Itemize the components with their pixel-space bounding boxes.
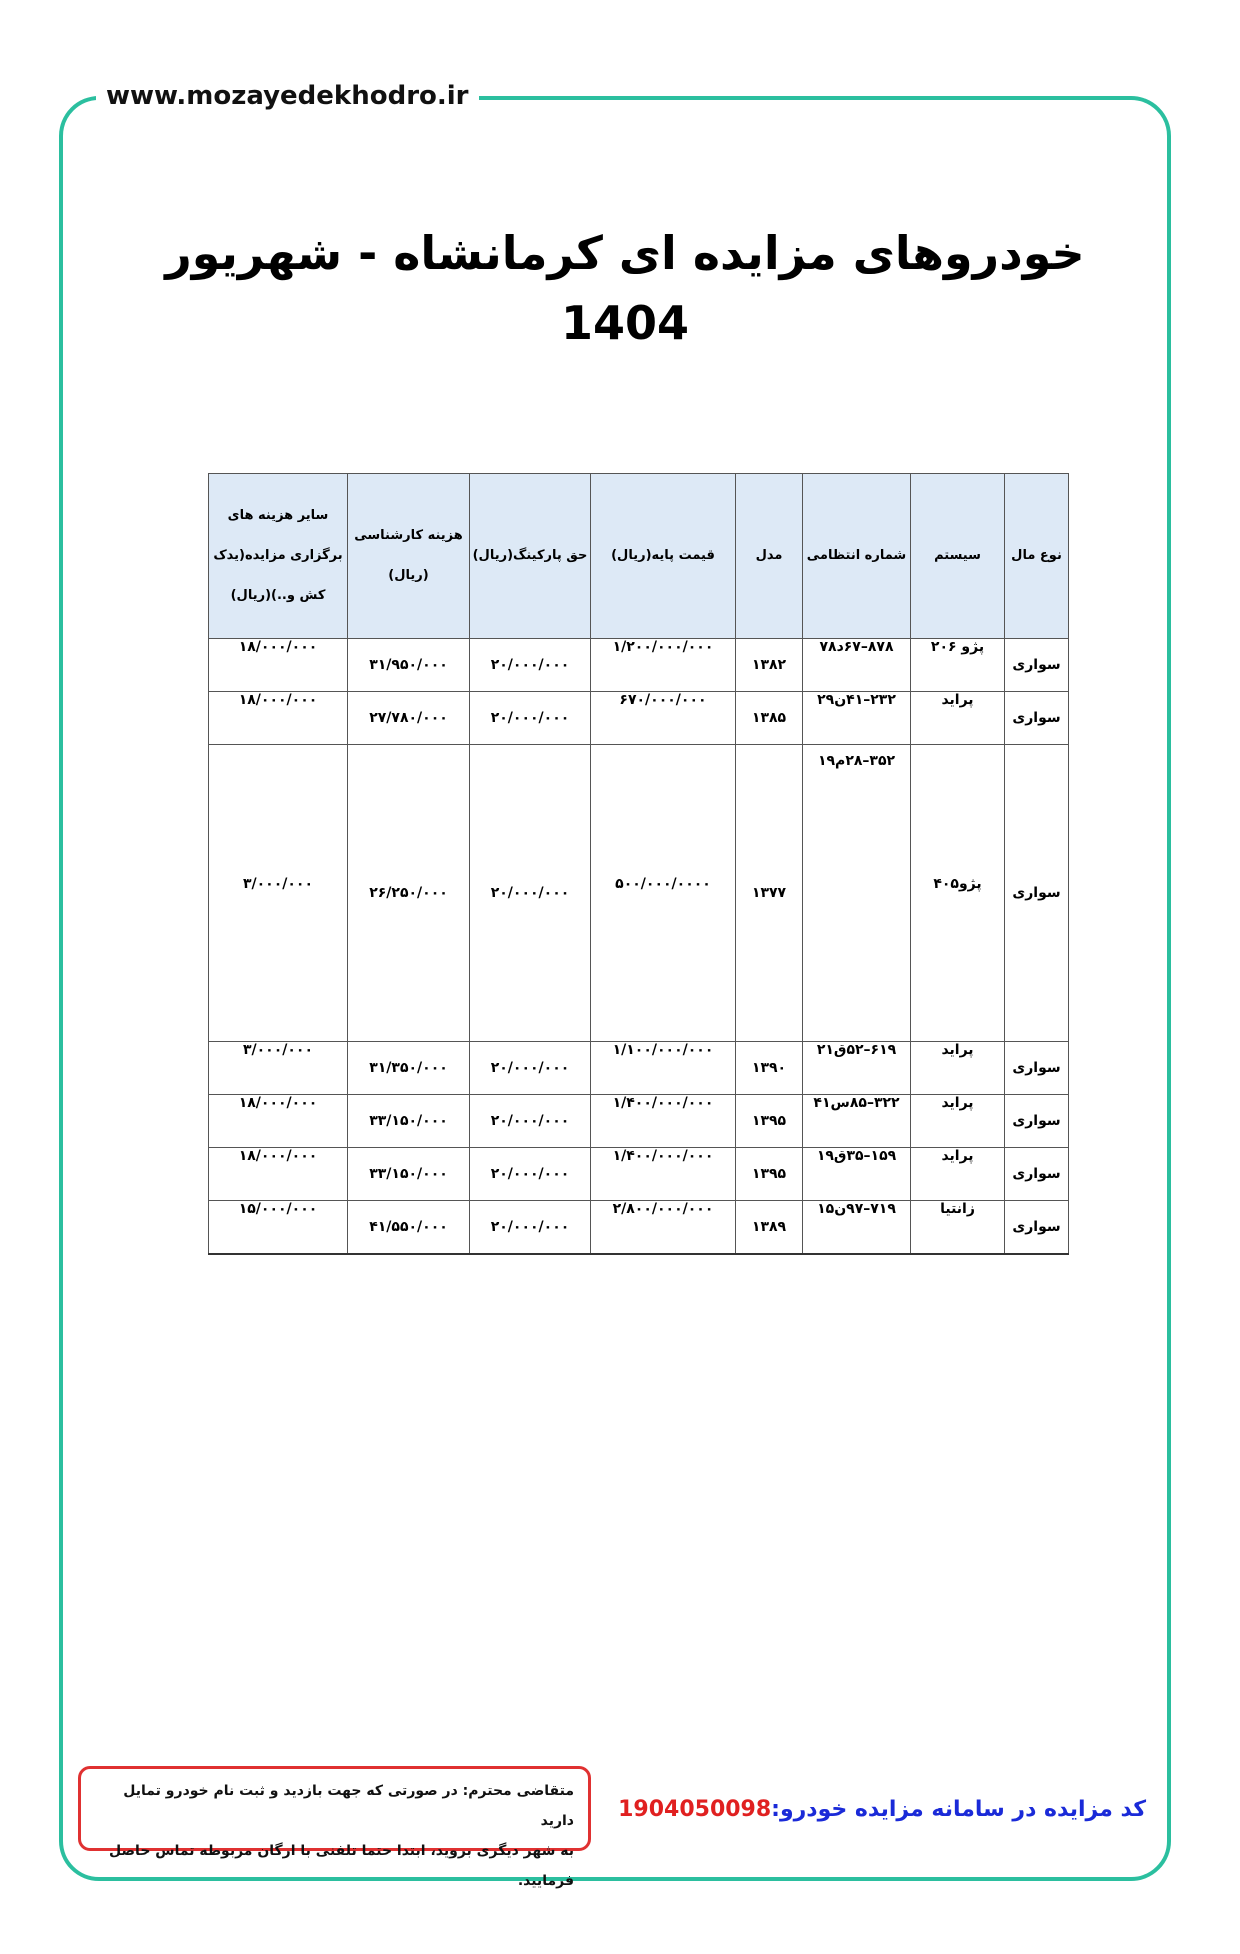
cell-model: ۱۳۸۵ [736, 692, 803, 745]
site-url[interactable]: www.mozayedekhodro.ir [96, 80, 479, 112]
cell-parking: ۲۰/۰۰۰/۰۰۰ [470, 639, 591, 692]
cell-system: پراید [911, 1148, 1005, 1201]
cell-base-price: ۱/۱۰۰/۰۰۰/۰۰۰ [591, 1042, 736, 1095]
notice-line-1: متقاضی محترم: در صورتی که جهت بازدید و ثبت نام خودرو تمایل دارید [123, 1783, 574, 1829]
cell-system: پژو ۲۰۶ [911, 639, 1005, 692]
notice-line-2: به شهر دیگری بروید، ابتدا حتما تلفنی با ارگان مربوطه تماس حاصل فرمایید. [109, 1843, 574, 1889]
cell-expert: ۳۱/۳۵۰/۰۰۰ [348, 1042, 470, 1095]
table-row [209, 745, 1069, 1042]
cell-base-price: ۱/۴۰۰/۰۰۰/۰۰۰ [591, 1148, 736, 1201]
cell-other: ۳/۰۰۰/۰۰۰ [209, 745, 348, 1042]
cell-plate: ۶۱۹–۵۲ق۲۱ [803, 1042, 911, 1095]
table-row [209, 1095, 1069, 1148]
cell-model: ۱۳۹۵ [736, 1148, 803, 1201]
cell-other: ۱۸/۰۰۰/۰۰۰ [209, 1095, 348, 1148]
cell-other: ۱۸/۰۰۰/۰۰۰ [209, 1148, 348, 1201]
table-row [209, 639, 1069, 692]
header-plate: شماره انتظامی [803, 474, 911, 639]
auction-code-value: 1904050098 [618, 1797, 772, 1822]
page-title: خودروهای مزایده ای کرمانشاه - شهریور 1404 [165, 226, 1085, 350]
cell-model: ۱۳۹۵ [736, 1095, 803, 1148]
cell-expert: ۴۱/۵۵۰/۰۰۰ [348, 1201, 470, 1255]
cell-system: زانتیا [911, 1201, 1005, 1255]
header-parking: حق پارکینگ(ریال) [470, 474, 591, 639]
table-row [209, 1201, 1069, 1255]
cell-plate: ۳۲۲–۸۵س۴۱ [803, 1095, 911, 1148]
cell-expert: ۳۱/۹۵۰/۰۰۰ [348, 639, 470, 692]
cell-base-price: ۱/۲۰۰/۰۰۰/۰۰۰ [591, 639, 736, 692]
table-header-row [209, 474, 1069, 639]
cell-type: سواری [1005, 1042, 1069, 1095]
cell-base-price: ۱/۴۰۰/۰۰۰/۰۰۰ [591, 1095, 736, 1148]
auction-code [618, 1790, 1146, 1830]
cell-parking: ۲۰/۰۰۰/۰۰۰ [470, 1042, 591, 1095]
cell-type: سواری [1005, 692, 1069, 745]
header-base-price: قیمت پایه(ریال) [591, 474, 736, 639]
cell-type: سواری [1005, 745, 1069, 1042]
cell-expert: ۳۳/۱۵۰/۰۰۰ [348, 1095, 470, 1148]
cell-system: پراید [911, 692, 1005, 745]
cell-plate: ۱۵۹–۳۵ق۱۹ [803, 1148, 911, 1201]
cell-base-price: ۶۷۰/۰۰۰/۰۰۰ [591, 692, 736, 745]
header-model: مدل [736, 474, 803, 639]
table-row [209, 1148, 1069, 1201]
cell-parking: ۲۰/۰۰۰/۰۰۰ [470, 692, 591, 745]
header-system: سیستم [911, 474, 1005, 639]
cell-model: ۱۳۷۷ [736, 745, 803, 1042]
cell-type: سواری [1005, 1095, 1069, 1148]
cell-model: ۱۳۹۰ [736, 1042, 803, 1095]
cell-expert: ۲۷/۷۸۰/۰۰۰ [348, 692, 470, 745]
header-expert: هزینه کارشناسی (ریال) [348, 474, 470, 639]
cell-other: ۱۸/۰۰۰/۰۰۰ [209, 692, 348, 745]
cell-parking: ۲۰/۰۰۰/۰۰۰ [470, 1148, 591, 1201]
cell-system: پژو۴۰۵ [911, 745, 1005, 1042]
cell-plate: ۲۳۲–۴۱ن۲۹ [803, 692, 911, 745]
header-type: نوع مال [1005, 474, 1069, 639]
notice-box [78, 1766, 591, 1889]
cell-system: پراید [911, 1042, 1005, 1095]
cell-other: ۱۵/۰۰۰/۰۰۰ [209, 1201, 348, 1255]
cell-other: ۳/۰۰۰/۰۰۰ [209, 1042, 348, 1095]
cell-plate: ۷۱۹–۹۷ن۱۵ [803, 1201, 911, 1255]
table-row [209, 1042, 1069, 1095]
auction-table [208, 473, 1069, 1255]
cell-other: ۱۸/۰۰۰/۰۰۰ [209, 639, 348, 692]
cell-expert: ۳۳/۱۵۰/۰۰۰ [348, 1148, 470, 1201]
cell-system: پراید [911, 1095, 1005, 1148]
cell-model: ۱۳۸۹ [736, 1201, 803, 1255]
cell-base-price: ۵۰۰/۰۰۰/۰۰۰۰ [591, 745, 736, 1042]
cell-type: سواری [1005, 1201, 1069, 1255]
cell-plate: ۳۵۲–۲۸م۱۹ [803, 745, 911, 1042]
table-row [209, 692, 1069, 745]
cell-parking: ۲۰/۰۰۰/۰۰۰ [470, 1095, 591, 1148]
cell-base-price: ۲/۸۰۰/۰۰۰/۰۰۰ [591, 1201, 736, 1255]
cell-expert: ۲۶/۲۵۰/۰۰۰ [348, 745, 470, 1042]
auction-code-label: کد مزایده در سامانه مزایده خودرو: [771, 1797, 1146, 1822]
cell-type: سواری [1005, 1148, 1069, 1201]
cell-plate: ۸۷۸–۶۷د۷۸ [803, 639, 911, 692]
cell-type: سواری [1005, 639, 1069, 692]
cell-parking: ۲۰/۰۰۰/۰۰۰ [470, 745, 591, 1042]
header-other: سایر هزینه های برگزاری مزایده(یدک کش و..)(ریال) [209, 474, 348, 639]
cell-parking: ۲۰/۰۰۰/۰۰۰ [470, 1201, 591, 1255]
cell-model: ۱۳۸۲ [736, 639, 803, 692]
